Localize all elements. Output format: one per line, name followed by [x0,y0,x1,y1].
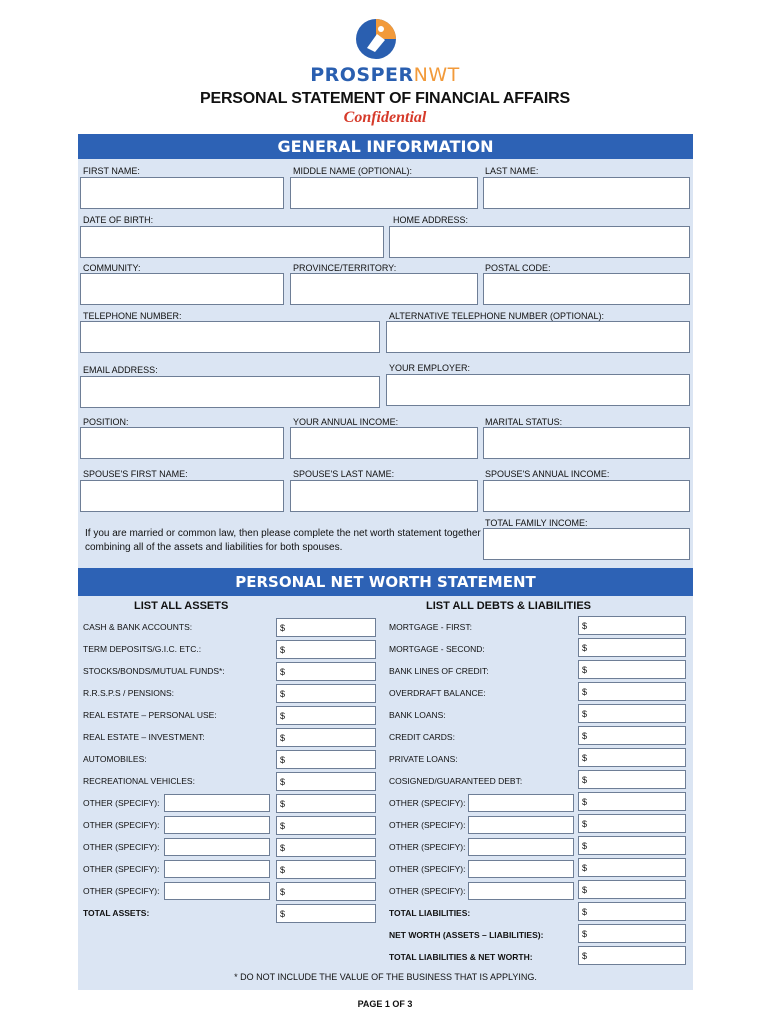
liability-label: TOTAL LIABILITIES: [389,908,471,918]
document-title: PERSONAL STATEMENT OF FINANCIAL AFFAIRS [200,90,570,107]
liability-label: OVERDRAFT BALANCE: [389,688,486,698]
liability-label: MORTGAGE - SECOND: [389,644,485,654]
asset-amount-field[interactable]: $ [276,838,376,857]
province-field[interactable] [290,273,478,305]
asset-amount-field[interactable]: $ [276,860,376,879]
liability-label: OTHER (SPECIFY): [389,842,466,852]
home-address-label: HOME ADDRESS: [393,215,469,225]
asset-amount-field[interactable]: $ [276,728,376,747]
general-information-section [78,134,693,570]
asset-label: RECREATIONAL VEHICLES: [83,776,195,786]
telephone-label: TELEPHONE NUMBER: [83,311,182,321]
spouse-first-name-label: SPOUSE'S FIRST NAME: [83,469,188,479]
liability-amount-field[interactable]: $ [578,814,686,833]
married-note: If you are married or common law, then please complete the net worth statement together combining all of the assets and liabilities for both spouses. [85,528,481,553]
marital-status-field[interactable] [483,427,690,459]
liability-amount-field[interactable]: $ [578,682,686,701]
page-number: PAGE 1 OF 3 [357,999,413,1009]
brand-wordmark [0,64,770,86]
email-label: EMAIL ADDRESS: [83,365,158,375]
liability-label: OTHER (SPECIFY): [389,886,466,896]
liability-amount-field[interactable]: $ [578,704,686,723]
liability-specify-field[interactable] [468,838,574,856]
liability-amount-field[interactable]: $ [578,858,686,877]
asset-specify-field[interactable] [164,794,270,812]
spouse-income-label: SPOUSE'S ANNUAL INCOME: [485,469,610,479]
asset-specify-field[interactable] [164,816,270,834]
liability-amount-field[interactable]: $ [578,836,686,855]
asset-label: OTHER (SPECIFY): [83,886,160,896]
spouse-last-name-label: SPOUSE'S LAST NAME: [293,469,395,479]
prosper-logo-icon [355,18,397,60]
asset-specify-field[interactable] [164,838,270,856]
telephone-field[interactable] [80,321,380,353]
email-field[interactable] [80,376,380,408]
asset-amount-field[interactable]: $ [276,618,376,637]
postal-code-field[interactable] [483,273,690,305]
asset-label: OTHER (SPECIFY): [83,842,160,852]
spouse-first-name-field[interactable] [80,480,284,512]
position-label: POSITION: [83,417,129,427]
asset-label: OTHER (SPECIFY): [83,864,160,874]
marital-status-label: MARITAL STATUS: [485,417,563,427]
debts-heading: LIST ALL DEBTS & LIABILITIES [426,600,591,612]
asset-label: REAL ESTATE – INVESTMENT: [83,732,205,742]
last-name-label: LAST NAME: [485,166,539,176]
asset-amount-field[interactable]: $ [276,882,376,901]
liability-label: OTHER (SPECIFY): [389,820,466,830]
employer-label: YOUR EMPLOYER: [389,363,471,373]
asset-label: STOCKS/BONDS/MUTUAL FUNDS*: [83,666,225,676]
liability-amount-field[interactable]: $ [578,880,686,899]
assets-heading: LIST ALL ASSETS [134,600,229,612]
asset-label: CASH & BANK ACCOUNTS: [83,622,193,632]
asset-amount-field[interactable]: $ [276,750,376,769]
family-income-label: TOTAL FAMILY INCOME: [485,518,588,528]
asset-specify-field[interactable] [164,860,270,878]
dob-field[interactable] [80,226,384,258]
asset-specify-field[interactable] [164,882,270,900]
postal-code-label: POSTAL CODE: [485,263,551,273]
dob-label: DATE OF BIRTH: [83,215,154,225]
annual-income-label: YOUR ANNUAL INCOME: [293,417,399,427]
asset-label: AUTOMOBILES: [83,754,147,764]
liability-label: TOTAL LIABILITIES & NET WORTH: [389,952,533,962]
first-name-label: FIRST NAME: [83,166,140,176]
middle-name-label: MIDDLE NAME (OPTIONAL): [293,166,413,176]
general-information-heading: GENERAL INFORMATION [78,134,693,159]
asset-label: REAL ESTATE – PERSONAL USE: [83,710,217,720]
liability-amount-field[interactable]: $ [578,638,686,657]
liability-label: MORTGAGE - FIRST: [389,622,472,632]
asset-amount-field[interactable]: $ [276,662,376,681]
liability-label: PRIVATE LOANS: [389,754,458,764]
asset-label: OTHER (SPECIFY): [83,798,160,808]
net-worth-heading: PERSONAL NET WORTH STATEMENT [78,568,693,596]
liability-amount-field[interactable]: $ [578,616,686,635]
community-field[interactable] [80,273,284,305]
spouse-income-field[interactable] [483,480,690,512]
home-address-field[interactable] [389,226,690,258]
liability-amount-field[interactable]: $ [578,946,686,965]
community-label: COMMUNITY: [83,263,141,273]
asset-label: OTHER (SPECIFY): [83,820,160,830]
liability-label: OTHER (SPECIFY): [389,864,466,874]
brand-part2: NWT [413,64,460,86]
last-name-field[interactable] [483,177,690,209]
spouse-last-name-field[interactable] [290,480,478,512]
liability-label: NET WORTH (ASSETS – LIABILITIES): [389,930,544,940]
liability-amount-field[interactable]: $ [578,748,686,767]
province-label: PROVINCE/TERRITORY: [293,263,397,273]
position-field[interactable] [80,427,284,459]
liability-label: OTHER (SPECIFY): [389,798,466,808]
net-worth-section [78,568,693,990]
asset-label: TERM DEPOSITS/G.I.C. ETC.: [83,644,202,654]
asset-amount-field[interactable]: $ [276,904,376,923]
liability-amount-field[interactable]: $ [578,902,686,921]
liability-label: CREDIT CARDS: [389,732,455,742]
first-name-field[interactable] [80,177,284,209]
liability-label: COSIGNED/GUARANTEED DEBT: [389,776,523,786]
liability-label: BANK LINES OF CREDIT: [389,666,489,676]
liability-specify-field[interactable] [468,860,574,878]
middle-name-field[interactable] [290,177,478,209]
liability-specify-field[interactable] [468,794,574,812]
asset-amount-field[interactable]: $ [276,816,376,835]
business-footnote: * DO NOT INCLUDE THE VALUE OF THE BUSINESS THAT IS APPLYING. [234,972,537,982]
asset-label: R.R.S.P.S / PENSIONS: [83,688,175,698]
confidential-label: Confidential [343,109,427,126]
asset-amount-field[interactable]: $ [276,706,376,725]
asset-amount-field[interactable]: $ [276,684,376,703]
liability-specify-field[interactable] [468,882,574,900]
family-income-field[interactable] [483,528,690,560]
annual-income-field[interactable] [290,427,478,459]
liability-amount-field[interactable]: $ [578,660,686,679]
liability-specify-field[interactable] [468,816,574,834]
asset-amount-field[interactable]: $ [276,640,376,659]
alt-telephone-label: ALTERNATIVE TELEPHONE NUMBER (OPTIONAL): [389,311,605,321]
alt-telephone-field[interactable] [386,321,690,353]
liability-amount-field[interactable]: $ [578,924,686,943]
liability-amount-field[interactable]: $ [578,792,686,811]
employer-field[interactable] [386,374,690,406]
liability-amount-field[interactable]: $ [578,726,686,745]
liability-amount-field[interactable]: $ [578,770,686,789]
asset-amount-field[interactable]: $ [276,772,376,791]
asset-amount-field[interactable]: $ [276,794,376,813]
asset-label: TOTAL ASSETS: [83,908,150,918]
brand-part1: PROSPER [310,64,414,86]
liability-label: BANK LOANS: [389,710,446,720]
